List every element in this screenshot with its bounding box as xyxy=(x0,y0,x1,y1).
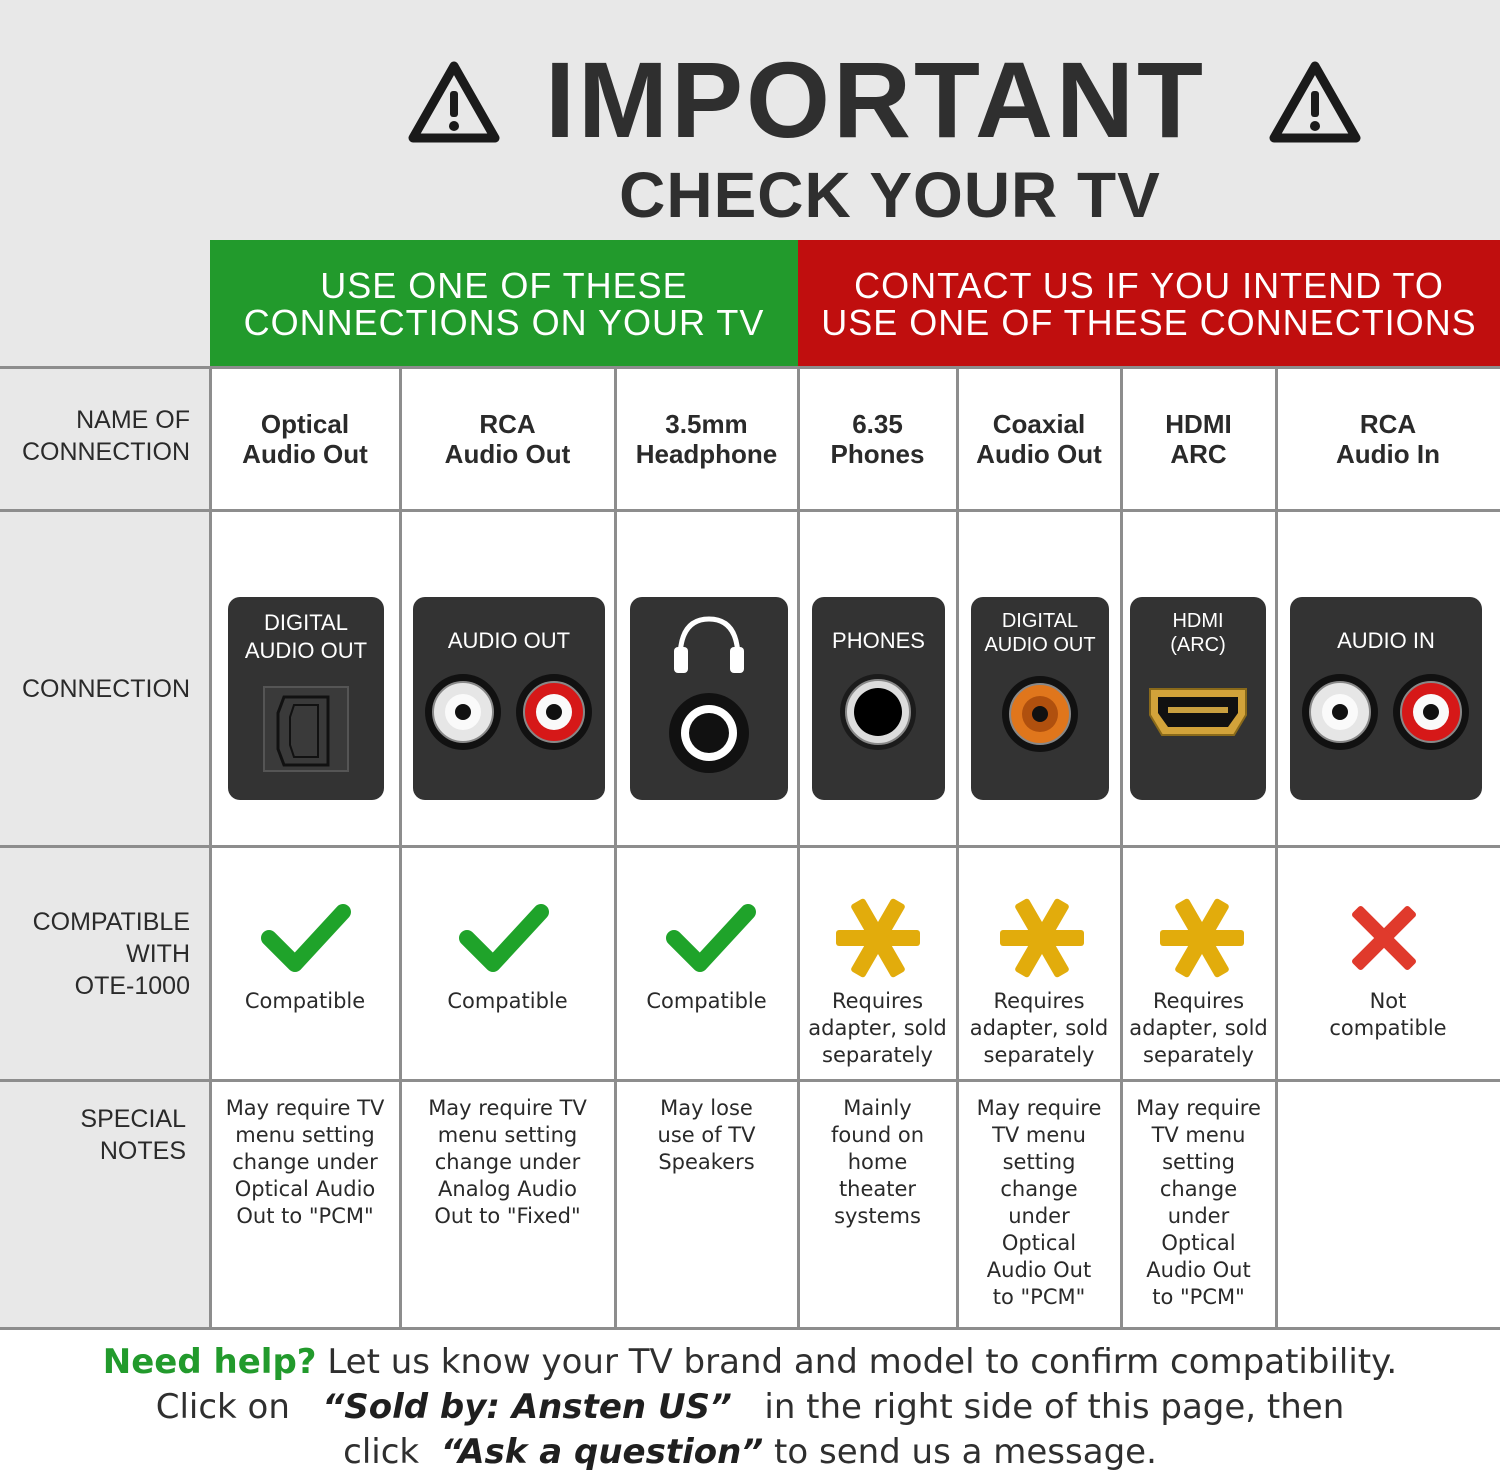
label-line: SPECIAL xyxy=(80,1105,186,1133)
status-line: adapter, sold xyxy=(808,1016,947,1040)
banner-line: CONTACT US IF YOU INTEND TO xyxy=(854,264,1444,306)
name-line: 6.35 xyxy=(852,408,903,439)
row-label-name xyxy=(0,404,190,468)
note-line: under xyxy=(1008,1204,1070,1228)
port-panel xyxy=(971,597,1109,800)
note-line: Out to "Fixed" xyxy=(434,1204,581,1228)
page-title: IMPORTANT xyxy=(545,39,1206,160)
footer-text: Click on xyxy=(155,1387,323,1427)
note-line: Speakers xyxy=(658,1150,755,1174)
port-label: (ARC) xyxy=(1170,634,1226,656)
note-line: theater xyxy=(838,1177,917,1201)
note-line: systems xyxy=(834,1204,921,1228)
rca-jack-red-icon xyxy=(1393,674,1469,750)
port-label: AUDIO IN xyxy=(1337,628,1435,653)
note-line: use of TV xyxy=(657,1123,756,1147)
note-line: to "PCM" xyxy=(992,1285,1086,1309)
port-panel xyxy=(228,597,384,800)
status-line: Requires xyxy=(831,989,924,1013)
banner-line: CONNECTIONS ON YOUR TV xyxy=(243,301,765,343)
banner-line: USE ONE OF THESE xyxy=(320,264,688,306)
port-label: HDMI xyxy=(1172,610,1224,632)
name-line: Audio Out xyxy=(242,438,368,469)
coaxial-jack-icon xyxy=(1002,676,1078,752)
phones-jack-icon xyxy=(840,674,916,750)
note-line: setting xyxy=(1162,1150,1235,1174)
check-icon xyxy=(453,894,553,984)
connection-name xyxy=(400,367,615,510)
note-line: menu setting xyxy=(235,1123,375,1147)
connection-name xyxy=(210,367,400,510)
status-line: Compatible xyxy=(646,989,767,1013)
page-subtitle: CHECK YOUR TV xyxy=(619,159,1161,231)
footer-text: to send us a message. xyxy=(763,1432,1157,1472)
row-label-notes xyxy=(0,1103,186,1167)
port-graphic xyxy=(413,597,605,800)
note-line: May require TV xyxy=(225,1096,385,1120)
special-notes xyxy=(957,1095,1121,1311)
name-line: Audio In xyxy=(1336,438,1440,469)
row-label-connection xyxy=(0,673,190,705)
status-line: separately xyxy=(822,1043,933,1067)
footer-text: Let us know your TV brand and model to confirm compatibility. xyxy=(316,1342,1398,1382)
status-text xyxy=(957,988,1121,1069)
port-panel xyxy=(812,597,945,800)
label-line: OTE-1000 xyxy=(74,972,190,1000)
ask-question-text: “Ask a question” xyxy=(440,1432,764,1472)
name-line: Audio Out xyxy=(444,438,571,469)
footer-line xyxy=(0,1340,1500,1385)
name-line: Audio Out xyxy=(976,438,1102,469)
note-line: Mainly xyxy=(843,1096,912,1120)
warning-icon xyxy=(405,58,503,148)
note-line: menu setting xyxy=(437,1123,578,1147)
status-text xyxy=(210,988,400,1015)
rca-jack-white-icon xyxy=(425,674,501,750)
name-line: RCA xyxy=(1359,408,1417,439)
note-line: found on xyxy=(830,1123,925,1147)
use-connections-banner xyxy=(210,240,798,367)
asterisk-icon xyxy=(1152,894,1252,984)
name-line: Headphone xyxy=(635,438,778,469)
note-line: setting xyxy=(1002,1150,1076,1174)
contact-us-banner xyxy=(798,240,1500,367)
help-footer xyxy=(0,1340,1500,1475)
port-panel xyxy=(413,597,605,800)
port-label: AUDIO OUT xyxy=(244,638,368,663)
footer-text: click xyxy=(343,1432,441,1472)
sold-by-text: “Sold by: Ansten US” xyxy=(322,1387,732,1427)
note-line: TV menu xyxy=(1151,1123,1246,1147)
port-label: AUDIO OUT xyxy=(984,634,1096,656)
need-help-label: Need help? xyxy=(102,1342,317,1382)
note-line: under xyxy=(1167,1204,1230,1228)
rca-jack-white-icon xyxy=(1302,674,1378,750)
note-line: May require xyxy=(1136,1096,1261,1120)
note-line: Optical xyxy=(1001,1231,1077,1255)
special-notes xyxy=(210,1095,400,1230)
special-notes xyxy=(400,1095,615,1230)
status-text xyxy=(1121,988,1276,1069)
connection-name xyxy=(615,367,798,510)
note-line: change under xyxy=(434,1150,581,1174)
asterisk-icon xyxy=(992,894,1092,984)
note-line: home xyxy=(847,1150,908,1174)
port-graphic xyxy=(1130,597,1266,800)
special-notes xyxy=(615,1095,798,1176)
label-line: CONNECTION xyxy=(21,438,190,466)
note-line: May require TV xyxy=(428,1096,587,1120)
footer-text: in the right side of this page, then xyxy=(731,1387,1345,1427)
status-line: Compatible xyxy=(447,989,568,1013)
label-line: COMPATIBLE xyxy=(32,908,190,936)
status-line: compatible xyxy=(1329,1016,1447,1040)
name-line: RCA xyxy=(479,408,536,439)
name-line: 3.5mm xyxy=(665,408,748,439)
note-line: Analog Audio xyxy=(438,1177,577,1201)
check-icon xyxy=(255,894,355,984)
name-line: Coaxial xyxy=(992,408,1086,439)
port-panel xyxy=(630,597,788,800)
connection-name xyxy=(1276,367,1500,510)
note-line: to "PCM" xyxy=(1152,1285,1245,1309)
headphone-icon xyxy=(674,619,744,673)
port-panel xyxy=(1290,597,1482,800)
special-notes xyxy=(798,1095,957,1230)
asterisk-icon xyxy=(828,894,928,984)
connection-name xyxy=(1121,367,1276,510)
note-line: Out to "PCM" xyxy=(236,1204,374,1228)
name-line: Optical xyxy=(260,408,350,439)
note-line: TV menu xyxy=(992,1123,1086,1147)
port-graphic xyxy=(812,597,945,800)
status-line: Not xyxy=(1369,989,1407,1013)
note-line: Optical xyxy=(1161,1231,1236,1255)
label-line: CONNECTION xyxy=(21,675,190,703)
status-line: separately xyxy=(1143,1043,1254,1067)
headphone-jack-icon xyxy=(669,693,749,773)
note-line: change under xyxy=(232,1150,378,1174)
port-graphic xyxy=(630,597,788,800)
optical-port-icon xyxy=(264,687,348,771)
connection-name xyxy=(798,367,957,510)
connection-name xyxy=(957,367,1121,510)
note-line: May lose xyxy=(660,1096,753,1120)
note-line: Audio Out xyxy=(1146,1258,1251,1282)
banner-line: USE ONE OF THESE CONNECTIONS xyxy=(821,301,1477,343)
port-label: AUDIO OUT xyxy=(447,628,571,653)
rca-jack-red-icon xyxy=(516,674,592,750)
status-text xyxy=(798,988,957,1069)
port-graphic xyxy=(971,597,1109,800)
port-label: PHONES xyxy=(832,628,925,653)
name-line: HDMI xyxy=(1165,408,1232,439)
status-line: Compatible xyxy=(244,989,366,1013)
status-line: separately xyxy=(983,1043,1095,1067)
port-graphic xyxy=(228,597,384,800)
special-notes xyxy=(1121,1095,1276,1311)
label-line: NOTES xyxy=(99,1137,186,1165)
footer-line xyxy=(0,1385,1500,1430)
name-line: Phones xyxy=(830,438,925,469)
status-line: adapter, sold xyxy=(1129,1016,1268,1040)
check-icon xyxy=(660,894,760,984)
hdmi-port-icon xyxy=(1150,689,1246,735)
x-icon xyxy=(1336,894,1436,984)
port-panel xyxy=(1130,597,1266,800)
note-line: May require xyxy=(976,1096,1102,1120)
note-line: Audio Out xyxy=(986,1258,1092,1282)
status-text xyxy=(1276,988,1500,1042)
status-text xyxy=(615,988,798,1015)
note-line: change xyxy=(1159,1177,1238,1201)
port-graphic xyxy=(1290,597,1482,800)
label-line: NAME OF xyxy=(76,406,190,434)
warning-icon xyxy=(1266,58,1364,148)
note-line: change xyxy=(1000,1177,1078,1201)
status-line: Requires xyxy=(1152,989,1245,1013)
name-line: ARC xyxy=(1170,438,1227,469)
label-line: WITH xyxy=(126,940,190,968)
row-label-compatible xyxy=(0,906,190,1002)
port-label: DIGITAL xyxy=(264,610,348,635)
note-line: Optical Audio xyxy=(234,1177,376,1201)
footer-line xyxy=(0,1430,1500,1475)
status-text xyxy=(400,988,615,1015)
status-line: adapter, sold xyxy=(969,1016,1109,1040)
status-line: Requires xyxy=(993,989,1085,1013)
port-label: DIGITAL xyxy=(1001,610,1079,632)
